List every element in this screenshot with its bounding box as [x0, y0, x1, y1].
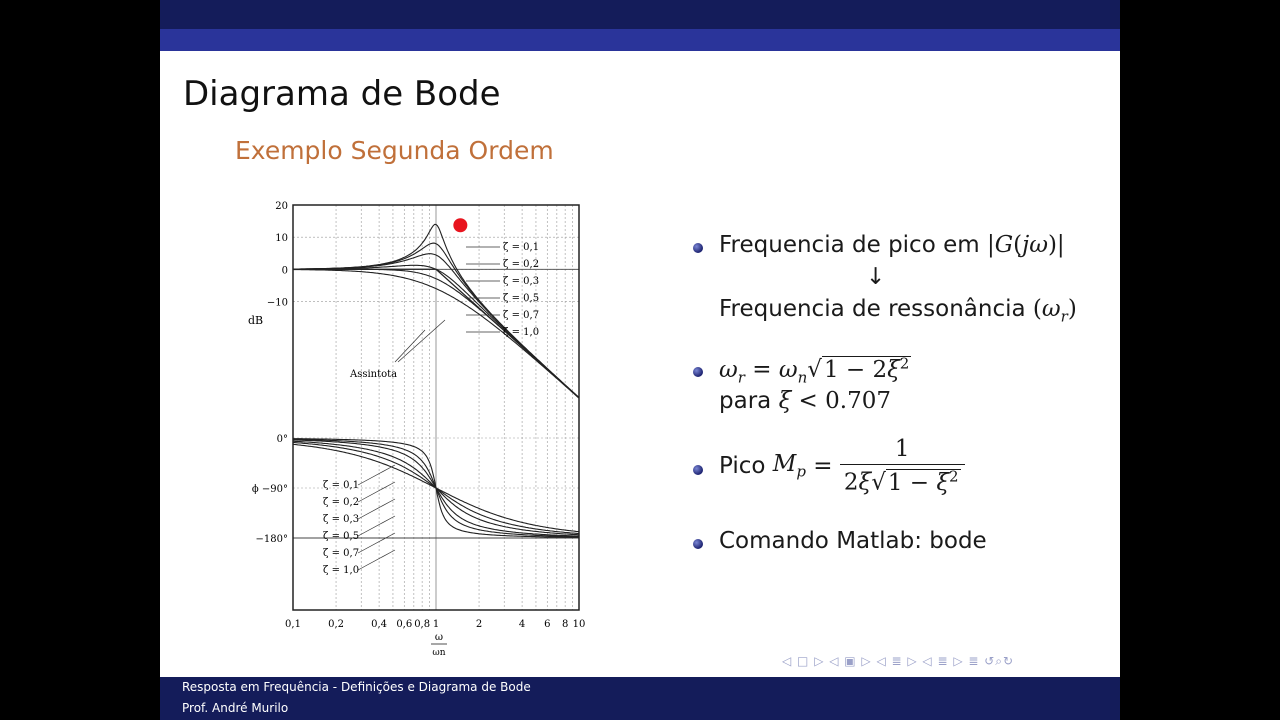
asymptote-leader	[398, 320, 445, 362]
bullet-marker-1	[693, 243, 703, 253]
asymptote-label: Assintota	[350, 369, 398, 380]
phase-tick-label: 0°	[276, 434, 288, 445]
bullet-marker-2	[693, 367, 703, 377]
bullet-4-text: Comando Matlab: bode	[719, 528, 987, 554]
phase-zeta-label: ζ = 0,3	[323, 514, 360, 525]
zeta-leader	[358, 499, 395, 519]
phase-zeta-label: ζ = 1,0	[323, 565, 360, 576]
x-tick-label: 4	[518, 619, 526, 630]
footer-author: Prof. André Murilo	[182, 701, 289, 715]
x-tick-label: 2	[475, 619, 483, 630]
zeta-leader	[358, 533, 395, 553]
footer-title: Resposta em Frequência - Definições e Diagrama de Bode	[182, 680, 531, 694]
x-label-numerator: ω	[434, 632, 444, 643]
phase-zeta-label: ζ = 0,1	[323, 480, 360, 491]
phase-zeta-label: ζ = 0,2	[323, 497, 360, 508]
phase-tick-label: −180°	[255, 534, 288, 545]
slide-subtitle: Exemplo Segunda Ordem	[235, 136, 554, 165]
header-bar-bottom	[160, 29, 1120, 51]
mag-tick-label: 0	[281, 265, 288, 277]
bullet-1-line1: Frequencia de pico em |G(jω)|	[719, 232, 1065, 258]
mag-tick-label: −10	[266, 297, 288, 309]
slide	[160, 0, 1120, 720]
slide-title: Diagrama de Bode	[183, 74, 501, 114]
phase-zeta-label: ζ = 0,5	[323, 531, 360, 542]
mag-tick-label: 20	[275, 201, 288, 212]
zeta-leader	[358, 465, 395, 485]
bullet-1-text-2: Frequencia de ressonância	[719, 296, 1033, 322]
x-tick-label: 0,4	[371, 619, 388, 630]
x-tick-label: 0,8	[414, 619, 431, 630]
bullet-marker-3	[693, 465, 703, 475]
mag-zeta-label: ζ = 0,1	[503, 242, 540, 253]
bullet-3-formula: Pico $M_p$ = $\frac{1}{2\xi√1 - \xi^2}$	[719, 436, 965, 496]
bullet-1-text: Frequencia de pico em	[719, 232, 987, 258]
x-tick-label: 6	[544, 619, 551, 630]
bullet-1-arrow: ↓	[866, 264, 886, 290]
bullet-2-formula: $\omega_r = \omega_n√1 - 2\xi^2$	[719, 354, 910, 387]
bullet-3-pico: Pico	[719, 452, 773, 479]
phase-zeta-label: ζ = 0,7	[323, 548, 360, 559]
mag-zeta-label: ζ = 0,5	[503, 293, 540, 304]
mag-zeta-label: ζ = 0,2	[503, 259, 540, 270]
x-tick-label: 0,6	[396, 619, 413, 630]
x-tick-label: 0,2	[328, 619, 345, 630]
bullet-2-para: para	[719, 388, 779, 414]
bode-figure	[220, 190, 590, 660]
bullet-2-condition: para ξ < 0.707	[719, 388, 891, 414]
mouse-cursor-dot	[453, 218, 467, 232]
mag-tick-label: 10	[275, 233, 288, 245]
beamer-navigation[interactable]: ◁ □ ▷ ◁ ▣ ▷ ◁ ≣ ▷ ◁ ≣ ▷ ≣ ↺⌕↻	[782, 654, 1015, 668]
db-axis-label: dB	[248, 314, 264, 327]
asymptote-leader	[395, 330, 425, 362]
mag-zeta-label: ζ = 1,0	[503, 327, 540, 338]
footer-bar-bottom	[160, 698, 1120, 720]
mag-zeta-label: ζ = 0,7	[503, 310, 540, 321]
zeta-leader	[358, 550, 395, 570]
phase-tick-label: ϕ −90°	[251, 484, 288, 495]
zeta-leader	[358, 516, 395, 536]
footer-bar-top	[160, 677, 1120, 698]
x-label-denominator: ωn	[432, 648, 446, 658]
bullet-1-line2: Frequencia de ressonância $(\omega_r)$	[719, 296, 1077, 326]
x-tick-label: 8	[561, 619, 569, 630]
header-bar-top	[160, 0, 1120, 29]
zeta-leader	[358, 482, 395, 502]
x-tick-label: 10	[572, 619, 586, 630]
mag-zeta-label: ζ = 0,3	[503, 276, 540, 287]
bullet-marker-4	[693, 539, 703, 549]
x-tick-label: 1	[432, 619, 440, 630]
x-tick-label: 0,1	[285, 619, 301, 630]
